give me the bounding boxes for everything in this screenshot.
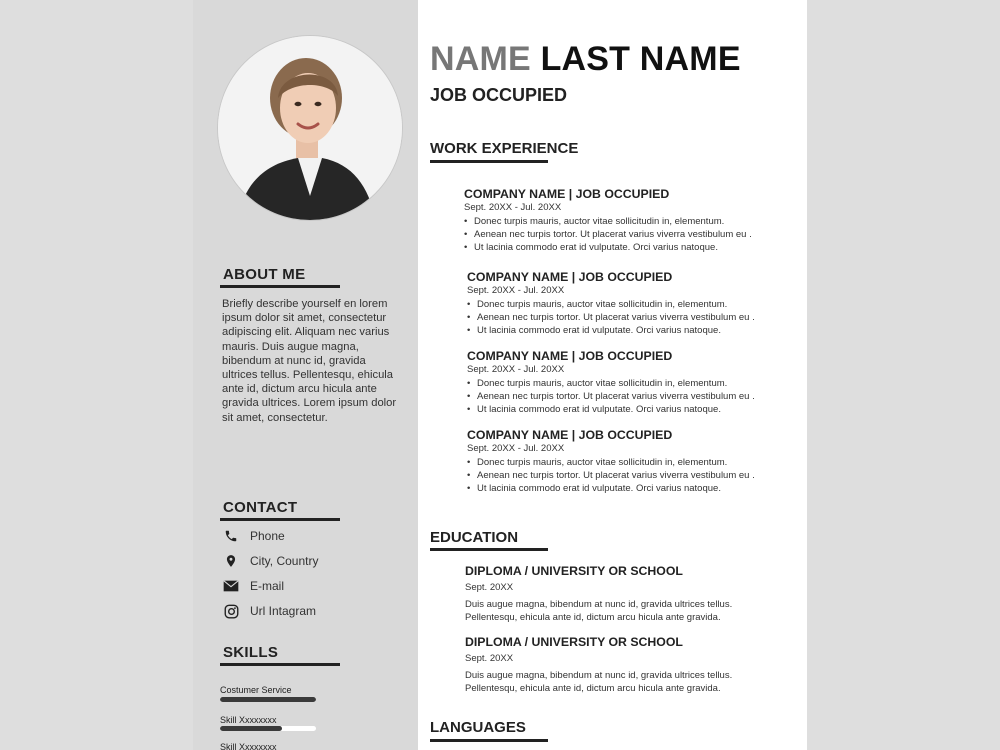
contact-phone[interactable] [223, 527, 285, 545]
job-bullet: • Ut lacinia commodo erat id vulputate. Orci varius natoque. [467, 403, 807, 416]
skill-bar-fill [220, 697, 316, 702]
job-entry [467, 428, 807, 495]
job-entry [467, 270, 807, 337]
job-bullets [467, 456, 807, 495]
languages-rule [430, 739, 548, 742]
job-bullets [467, 377, 807, 416]
sidebar [193, 0, 418, 750]
skill-bar [220, 697, 316, 702]
contact-location-label: City, Country [250, 554, 319, 568]
full-name [430, 40, 741, 79]
envelope-icon [223, 578, 239, 594]
skill-label: Skill Xxxxxxxx [220, 742, 277, 750]
job-title-line: COMPANY NAME | JOB OCCUPIED [464, 187, 670, 201]
skill-bar-fill [220, 726, 282, 731]
work-experience-rule [430, 160, 548, 163]
about-rule [220, 285, 340, 288]
education-description: Duis augue magna, bibendum at nunc id, gravida ultrices tellus. Pellentesqu, ehicula ante id, dictum arcu hicula ante gravida. [465, 599, 733, 623]
work-experience-heading: WORK EXPERIENCE [430, 140, 579, 157]
contact-rule [220, 518, 340, 521]
education-entry [465, 564, 785, 624]
skill-bar [220, 726, 316, 731]
education-date: Sept. 20XX [465, 653, 514, 664]
phone-icon [223, 528, 239, 544]
last-name: LAST NAME [540, 40, 741, 78]
job-title-line: COMPANY NAME | JOB OCCUPIED [467, 428, 673, 442]
location-pin-icon [223, 553, 239, 569]
profile-photo [217, 35, 403, 221]
job-entry [467, 349, 807, 416]
job-dates: Sept. 20XX - Jul. 20XX [467, 285, 565, 296]
education-date: Sept. 20XX [465, 582, 514, 593]
education-rule [430, 548, 548, 551]
job-dates: Sept. 20XX - Jul. 20XX [467, 364, 565, 375]
job-bullet: • Ut lacinia commodo erat id vulputate. Orci varius natoque. [464, 241, 804, 254]
job-bullets [467, 298, 807, 337]
contact-location[interactable] [223, 552, 318, 570]
education-title: DIPLOMA / UNIVERSITY OR SCHOOL [465, 635, 683, 649]
job-bullet: • Donec turpis mauris, auctor vitae sollicitudin in, elementum. [467, 298, 807, 311]
skills-rule [220, 663, 340, 666]
contact-phone-label: Phone [250, 529, 285, 543]
education-heading: EDUCATION [430, 529, 519, 546]
job-title-line: COMPANY NAME | JOB OCCUPIED [467, 270, 673, 284]
job-bullet: • Aenean nec turpis tortor. Ut placerat varius viverra vestibulum eu . [467, 469, 807, 482]
instagram-icon [223, 603, 239, 619]
contact-instagram-label: Url Intagram [250, 604, 317, 618]
contact-instagram[interactable] [223, 602, 316, 620]
profile-photo-illustration [218, 36, 402, 220]
job-bullets [464, 215, 804, 254]
job-bullet: • Ut lacinia commodo erat id vulputate. Orci varius natoque. [467, 482, 807, 495]
job-dates: Sept. 20XX - Jul. 20XX [467, 443, 565, 454]
contact-heading: CONTACT [223, 499, 298, 516]
contact-email[interactable] [223, 577, 284, 595]
job-bullet: • Aenean nec turpis tortor. Ut placerat varius viverra vestibulum eu . [464, 228, 804, 241]
skill-label: Costumer Service [220, 685, 292, 695]
job-bullet: • Ut lacinia commodo erat id vulputate. Orci varius natoque. [467, 324, 807, 337]
job-title: JOB OCCUPIED [430, 85, 568, 105]
skills-heading: SKILLS [223, 644, 279, 661]
main-content [418, 0, 807, 750]
job-title-line: COMPANY NAME | JOB OCCUPIED [467, 349, 673, 363]
education-title: DIPLOMA / UNIVERSITY OR SCHOOL [465, 564, 683, 578]
languages-heading: LANGUAGES [430, 719, 526, 736]
first-name: NAME [430, 40, 531, 78]
job-entry [464, 187, 804, 254]
job-bullet: • Donec turpis mauris, auctor vitae sollicitudin in, elementum. [464, 215, 804, 228]
job-bullet: • Aenean nec turpis tortor. Ut placerat varius viverra vestibulum eu . [467, 311, 807, 324]
education-entry [465, 635, 785, 695]
about-heading: ABOUT ME [223, 266, 306, 283]
job-bullet: • Donec turpis mauris, auctor vitae sollicitudin in, elementum. [467, 377, 807, 390]
about-text: Briefly describe yourself en lorem ipsum dolor sit amet, consectetur adipiscing elit. Aliquam nec varius mauris. Duis augue magna, bibendum at nunc id, gravida ultrices tellus. Pellentesqu, ehicula ante id, dictum arcu hicula ante gravida ultrices. Lorem ipsum dolor sit amet, consectetur. [222, 298, 397, 424]
contact-email-label: E-mail [250, 579, 285, 593]
job-dates: Sept. 20XX - Jul. 20XX [464, 202, 562, 213]
resume-page [193, 0, 807, 750]
job-bullet: • Donec turpis mauris, auctor vitae sollicitudin in, elementum. [467, 456, 807, 469]
job-bullet: • Aenean nec turpis tortor. Ut placerat varius viverra vestibulum eu . [467, 390, 807, 403]
skill-label: Skill Xxxxxxxx [220, 715, 277, 725]
education-description: Duis augue magna, bibendum at nunc id, gravida ultrices tellus. Pellentesqu, ehicula ante id, dictum arcu hicula ante gravida. [465, 670, 733, 694]
